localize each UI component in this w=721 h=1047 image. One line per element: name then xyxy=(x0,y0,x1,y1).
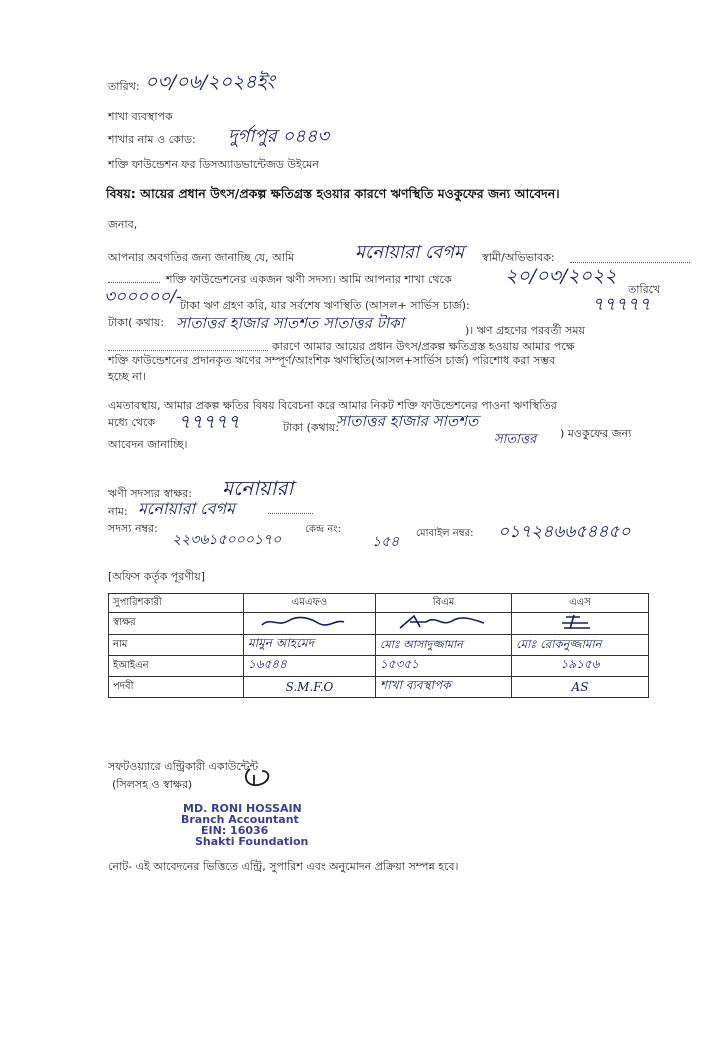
table-cell xyxy=(512,656,649,677)
date-value: ০৩/০৬/২০২৪ইং xyxy=(145,71,275,93)
loan-date: ২০/০৩/২০২২ xyxy=(505,265,617,287)
mobile-number: ০১৭২৪৬৬৫৪৪৫০ xyxy=(498,522,631,542)
bm-name: মোঃ আসাদুজ্জামান xyxy=(380,637,463,651)
table-row xyxy=(109,656,649,677)
body-line: তারিখে xyxy=(628,283,661,296)
body-line: এমতাবস্থায়, আমার প্রকল্প ক্ষতির বিষয় বিবেচনা করে আমার নিকট শক্তি ফাউন্ডেশনের পাওনা ঋণস্থিতির xyxy=(108,399,557,412)
signature-cell xyxy=(376,613,512,635)
accountant-label: সফটওয়্যারে এন্ট্রিকারী একাউন্টেন্ট xyxy=(108,760,259,773)
applicant-name: মনোয়ারা বেগম xyxy=(355,242,464,263)
row-label: স্বাক্ষর xyxy=(109,613,244,635)
stamp-line: EIN: 16036 xyxy=(201,824,269,837)
as-title: AS xyxy=(571,680,589,694)
branch-label: শাখার নাম ও কোড: xyxy=(108,133,196,146)
accountant-seal-label: (সিলসহ ও স্বাক্ষর) xyxy=(112,778,193,791)
table-header: বিএম xyxy=(376,594,512,613)
bm-signature xyxy=(380,613,495,631)
body-line: কারণে আমার আয়ের প্রধান উৎস/প্রকল্প ক্ষতিগ্রস্ত হওয়ায় আমার পক্ষে xyxy=(272,340,575,353)
mfo-title: S.M.F.O xyxy=(285,680,334,694)
loan-amount: ৩০০০০০/- xyxy=(104,287,182,307)
table-cell xyxy=(244,635,376,656)
row-label: নাম xyxy=(109,635,244,656)
member-signature-label: ঋণী সদস্যর স্বাক্ষর: xyxy=(108,487,192,500)
body-line: ) মওকুফের জন্য xyxy=(560,427,632,440)
office-table xyxy=(108,593,649,698)
body-line: আবেদন জানাচ্ছি। xyxy=(108,438,188,451)
body-line: মধ্যে থেকে xyxy=(108,416,156,429)
center-number: ১৫৪ xyxy=(372,534,400,550)
body-line: আপনার অবগতির জন্য জানাচ্ছি যে, আমি xyxy=(108,251,295,264)
member-name-label: নাম: xyxy=(108,505,128,518)
branch-value: দুর্গাপুর ০৪৪৩ xyxy=(228,126,330,147)
name-blank xyxy=(268,513,313,514)
as-signature xyxy=(516,613,636,631)
body-line: হচ্ছে না। xyxy=(108,370,146,383)
row-label: ইআইএন xyxy=(109,656,244,677)
mobile-label: মোবাইল নম্বর: xyxy=(416,528,474,539)
waiver-in-words-cont: সাতাত্তর xyxy=(494,432,537,447)
balance-in-words: সাতাত্তর হাজার সাতশত সাতাত্তর টাকা xyxy=(176,314,405,332)
body-line: স্বামী/অভিভাবক: xyxy=(482,251,555,264)
body-line: টাকা (কথায়: xyxy=(283,421,340,434)
mfo-ein: ১৬৫৪৪ xyxy=(248,657,287,671)
member-number-label: সদস্য নম্বর: xyxy=(108,522,158,535)
center-label: কেন্দ্র নং: xyxy=(305,524,341,535)
table-cell xyxy=(244,677,376,698)
mfo-name: মামুন আহমেদ xyxy=(248,636,314,650)
as-name: মোঃ রোকনুজ্জামান xyxy=(516,636,602,651)
as-ein: ১৯১৫৬ xyxy=(560,657,600,671)
table-cell xyxy=(376,677,512,698)
footer-note: নোট- এই আবেদনের ভিত্তিতে এন্ট্রি, সুপারিশ এবং অনুমোদন প্রক্রিয়া সম্পন্ন হবে। xyxy=(108,860,459,873)
date-label: তারিখ: xyxy=(108,80,140,93)
stamp-line: MD. RONI HOSSAIN xyxy=(183,802,302,815)
row-label: পদবী xyxy=(109,677,244,698)
table-row xyxy=(109,677,649,698)
recipient-title: শাখা ব্যবস্থাপক xyxy=(108,110,173,123)
table-header: এমএফও xyxy=(244,594,376,613)
organization-name: শক্তি ফাউন্ডেশন ফর ডিসঅ্যাডভান্টেজড উইমেন xyxy=(108,158,319,171)
bm-title: শাখা ব্যবস্থাপক xyxy=(380,678,451,692)
member-signature: মনোয়ারা xyxy=(222,476,294,500)
stamp-line: Shakti Foundation xyxy=(195,835,309,848)
member-number: ২২৩৬১৫০০০১৭০ xyxy=(172,532,282,548)
office-caption: [অফিস কর্তৃক পূরণীয়] xyxy=(108,570,205,583)
accountant-stamp xyxy=(183,803,308,847)
reason-blank xyxy=(108,350,268,351)
bm-ein: ১৫৩৫১ xyxy=(380,657,419,671)
signature-cell xyxy=(512,613,649,635)
body-line: টাকা( কথায়: xyxy=(108,316,165,329)
body-line: )। ঋণ গ্রহণের পরবর্তী সময় xyxy=(465,324,585,337)
waiver-amount: ৭৭৭৭৭ xyxy=(178,411,240,433)
subject-line: বিষয়: আয়ের প্রধান উৎস/প্রকল্প ক্ষতিগ্রস্ত হওয়ার কারণে ঋণস্থিতি মওকুফের জন্য আবেদন। xyxy=(106,186,560,201)
mfo-signature xyxy=(248,613,358,631)
table-cell xyxy=(512,635,649,656)
table-row xyxy=(109,594,649,613)
signature-cell xyxy=(244,613,376,635)
table-cell xyxy=(244,656,376,677)
balance-amount: ৭৭৭৭৭ xyxy=(592,294,651,315)
table-header: সুপারিশকারী xyxy=(109,594,244,613)
stamp-line: Branch Accountant xyxy=(181,813,299,826)
salutation: জনাব, xyxy=(108,218,138,231)
table-row xyxy=(109,613,649,635)
table-cell xyxy=(376,656,512,677)
member-name: মনোয়ারা বেগম xyxy=(138,499,235,518)
accountant-signature xyxy=(240,765,280,791)
table-header: এএস xyxy=(512,594,649,613)
body-line: টাকা ঋণ গ্রহণ করি, যার সর্বশেষ ঋণস্থিতি (আসল+ সার্ভিস চার্জ): xyxy=(180,299,470,312)
waiver-in-words: সাতাত্তর হাজার সাতশত xyxy=(336,412,479,430)
table-cell xyxy=(512,677,649,698)
body-line: শক্তি ফাউন্ডেশনের প্রদানকৃত ঋণের সম্পূর্ণ/আংশিক ঋণস্থিতি(আসল+সার্ভিস চার্জ) পরিশোধ করা সম্ভব xyxy=(108,354,556,367)
table-cell xyxy=(376,635,512,656)
table-row xyxy=(109,635,649,656)
guardian-blank xyxy=(108,282,160,283)
body-line: শক্তি ফাউন্ডেশনের একজন ঋণী সদস্য। আমি আপনার শাখা থেকে xyxy=(166,273,452,286)
